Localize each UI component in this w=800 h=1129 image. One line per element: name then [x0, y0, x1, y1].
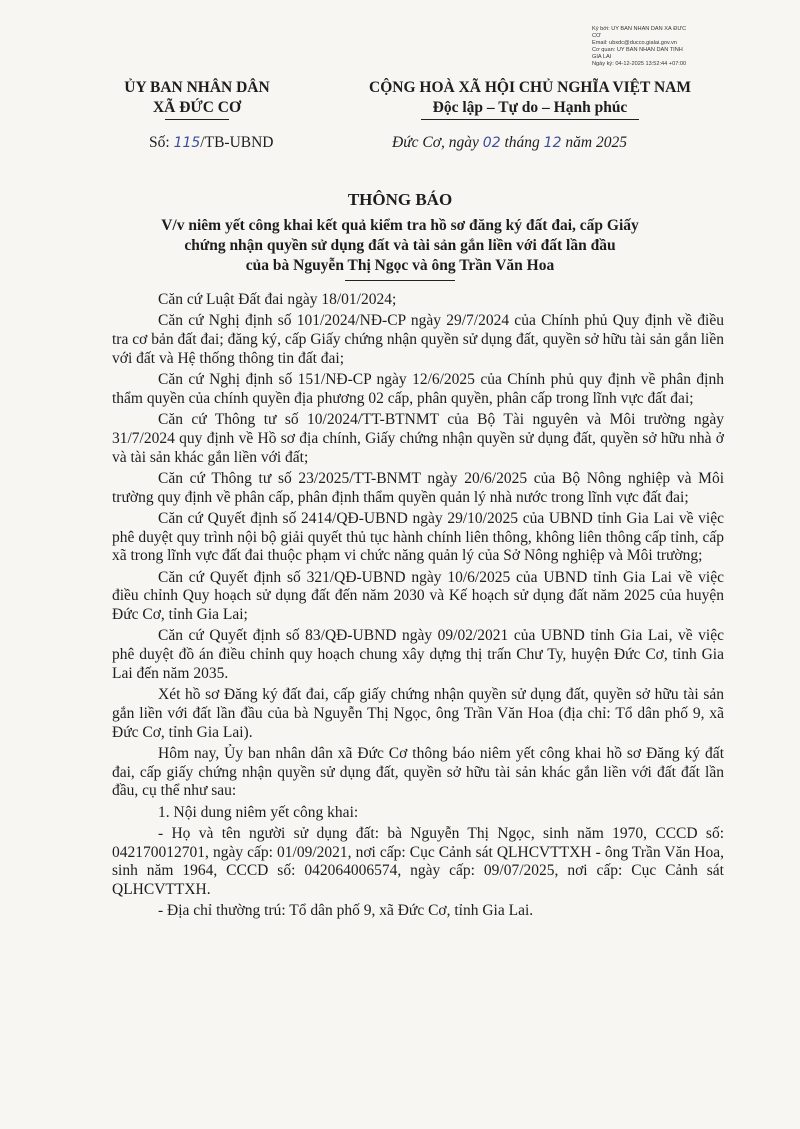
document-body — [112, 291, 724, 924]
body-paragraph: Xét hồ sơ Đăng ký đất đai, cấp giấy chứng nhận quyền sử dụng đất, quyền sở hữu tài sản gắn liền với đất lần đầu của bà Nguyễn Thị Ngọc, ông Trần Văn Hoa (địa chỉ: Tổ dân phố 9, xã Đức Cơ, tỉnh Gia Lai). — [112, 686, 724, 741]
subject-underline — [345, 280, 455, 281]
signature-line: Ngày ký: 04-12-2025 13:52:44 +07:00 — [592, 61, 687, 67]
subject-line: của bà Nguyễn Thị Ngọc và ông Trần Văn Hoa — [245, 257, 555, 274]
document-subject — [160, 216, 640, 281]
motto-underline — [421, 119, 639, 120]
body-paragraph: Căn cứ Nghị định số 151/NĐ-CP ngày 12/6/2025 của Chính phủ quy định về phân định thẩm quyền của chính quyền địa phương 02 cấp, phân quyền, phân cấp trong lĩnh vực đất đai; — [112, 370, 724, 407]
document-date: Đức Cơ, ngày 02 tháng 12 năm 2025 — [392, 134, 627, 151]
body-paragraph: Căn cứ Quyết định số 83/QĐ-UBND ngày 09/02/2021 của UBND tỉnh Gia Lai, về việc phê duyệt đồ án điều chỉnh quy hoạch chung xây dựng thị trấn Chư Ty, huyện Đức Cơ, tỉnh Gia Lai đến năm 2035. — [112, 627, 724, 682]
body-paragraph: Hôm nay, Ủy ban nhân dân xã Đức Cơ thông báo niêm yết công khai hồ sơ Đăng ký đất đai, cấp giấy chứng nhận quyền sử dụng đất, quyền sở hữu tài sản khác gắn liền với đất đất lần đầu, cụ thể như sau: — [112, 744, 724, 800]
agency-commune: XÃ ĐỨC CƠ — [152, 99, 242, 116]
handwritten-day: 02 — [482, 135, 501, 151]
signature-line: Ký bởi: ỦY BAN NHÂN DÂN XÃ ĐỨC — [592, 26, 687, 32]
motto: Độc lập – Tự do – Hạnh phúc — [432, 99, 628, 116]
handwritten-number: 115 — [173, 135, 201, 151]
body-paragraph: Căn cứ Thông tư số 10/2024/TT-BTNMT của Bộ Tài nguyên và Môi trường ngày 31/7/2024 quy định về Hồ sơ địa chính, Giấy chứng nhận quyền sử dụng đất, quyền sở hữu nhà ở và tài sản khác gắn liền với đất; — [112, 410, 724, 466]
signature-line: Cơ quan: ỦY BAN NHÂN DÂN TỈNH — [592, 47, 683, 53]
body-paragraph: Căn cứ Thông tư số 23/2025/TT-BNMT ngày 20/6/2025 của Bộ Nông nghiệp và Môi trường quy định về phân cấp, phân định thẩm quyền quản lý nhà nước trong lĩnh vực đất đai; — [112, 469, 724, 506]
document-number: Số: 115/TB-UBND — [149, 134, 274, 151]
body-paragraph: - Địa chỉ thường trú: Tổ dân phố 9, xã Đức Cơ, tỉnh Gia Lai. — [158, 902, 534, 920]
body-paragraph: Căn cứ Quyết định số 2414/QĐ-UBND ngày 29/10/2025 của UBND tỉnh Gia Lai về việc phê duyệt quy trình nội bộ giải quyết thủ tục hành chính liên thông, không liên thông cấp tỉnh, cấp xã trong lĩnh vực đất đai thuộc phạm vi chức năng quản lý của Sở Nông nghiệp và Môi trường; — [112, 509, 724, 565]
body-paragraph: Căn cứ Quyết định số 321/QĐ-UBND ngày 10/6/2025 của UBND tỉnh Gia Lai về việc điều chỉnh Quy hoạch sử dụng đất đến năm 2030 và Kế hoạch sử dụng đất năm 2025 của huyện Đức Cơ, tỉnh Gia Lai; — [112, 568, 724, 624]
body-paragraph: - Họ và tên người sử dụng đất: bà Nguyễn Thị Ngọc, sinh năm 1970, CCCD số: 042170012701, ngày cấp: 01/09/2021, nơi cấp: Cục Cảnh sát QLHCVTTXH - ông Trần Văn Hoa, sinh năm 1964, CCCD số: 042064006574, ngày cấp: 09/07/2025, nơi cấp: Cục Cảnh sát QLHCVTTXH. — [112, 824, 724, 899]
body-paragraph: 1. Nội dung niêm yết công khai: — [158, 803, 359, 821]
document-title: THÔNG BÁO — [347, 190, 453, 209]
subject-line: V/v niêm yết công khai kết quả kiểm tra hồ sơ đăng ký đất đai, cấp Giấy — [161, 217, 639, 234]
issuing-agency — [82, 78, 312, 120]
signature-line: CƠ — [592, 33, 601, 39]
digital-signature-stamp — [592, 26, 732, 68]
agency-underline — [165, 119, 229, 120]
body-paragraph: Căn cứ Nghị định số 101/2024/NĐ-CP ngày 29/7/2024 của Chính phủ Quy định về điều tra cơ bản đất đai; đăng ký, cấp Giấy chứng nhận quyền sử dụng đất, quyền sở hữu tài sản gắn liền với đất và Hệ thống thông tin đất đai; — [112, 312, 724, 367]
handwritten-month: 12 — [543, 135, 562, 151]
signature-line: GIA LAI — [592, 54, 612, 60]
subject-line: chứng nhận quyền sử dụng đất và tài sản gắn liền với đất lần đầu — [184, 237, 616, 254]
signature-line: Email: ubxdc@ducco.gialai.gov.vn — [592, 40, 677, 46]
country-name: CỘNG HOÀ XÃ HỘI CHỦ NGHĨA VIỆT NAM — [369, 79, 691, 96]
agency-name: ỦY BAN NHÂN DÂN — [124, 79, 270, 96]
national-motto — [330, 78, 730, 120]
body-paragraph: Căn cứ Luật Đất đai ngày 18/01/2024; — [158, 291, 397, 308]
